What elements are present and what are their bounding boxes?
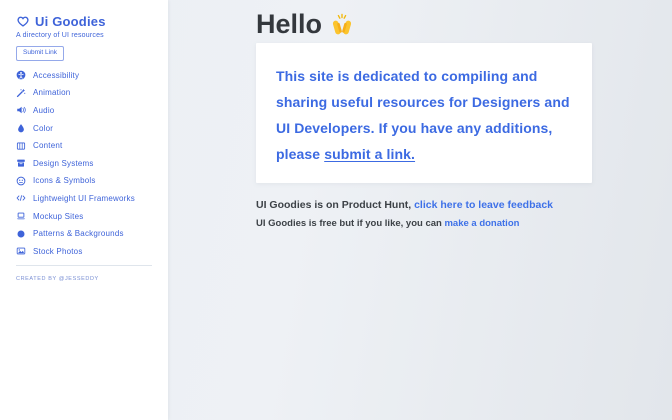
sidebar-menu: [16, 67, 152, 261]
sidebar-item-stock-photos[interactable]: [16, 242, 152, 260]
sidebar-item-label: Audio: [33, 105, 55, 115]
droplet-icon: [16, 123, 26, 133]
sidebar-item-mockup-sites[interactable]: [16, 207, 152, 225]
sidebar-item-patterns-backgrounds[interactable]: [16, 225, 152, 243]
submit-link-button[interactable]: Submit Link: [16, 46, 64, 61]
sidebar-item-lightweight-ui-frameworks[interactable]: [16, 190, 152, 208]
circle-icon: [16, 229, 26, 239]
sidebar-item-label: Animation: [33, 88, 71, 98]
speaker-icon: [16, 105, 26, 115]
sidebar-item-label: Patterns & Backgrounds: [33, 229, 124, 239]
brand-tagline: A directory of UI resources: [16, 32, 104, 39]
sidebar-item-color[interactable]: [16, 119, 152, 137]
hello-text: Hello: [256, 9, 323, 39]
columns-icon: [16, 141, 26, 151]
sidebar-item-accessibility[interactable]: [16, 67, 152, 85]
sidebar-item-label: Color: [33, 123, 54, 133]
accessibility-icon: [16, 70, 26, 80]
brand[interactable]: [16, 13, 152, 29]
laptop-icon: [16, 211, 26, 221]
sidebar-item-content[interactable]: [16, 137, 152, 155]
product-hunt-text: UI Goodies is on Product Hunt,: [256, 199, 415, 211]
sidebar-item-audio[interactable]: [16, 102, 152, 120]
sidebar-footer-credit: CREATED BY @JESSEDDY: [16, 276, 99, 283]
sidebar-item-label: Content: [33, 141, 63, 151]
sidebar-item-icons-symbols[interactable]: [16, 172, 152, 190]
intro-card: [256, 43, 592, 183]
feedback-link[interactable]: click here to leave feedback: [414, 199, 554, 211]
donation-link[interactable]: make a donation: [444, 218, 520, 229]
sidebar-item-label: Accessibility: [33, 70, 80, 80]
sidebar-item-label: Stock Photos: [33, 246, 83, 256]
sidebar-item-label: Lightweight UI Frameworks: [33, 193, 135, 203]
brand-name: Ui Goodies: [35, 13, 106, 29]
product-hunt-line: [256, 199, 672, 211]
heart-logo-icon: [16, 14, 30, 28]
donation-text: UI Goodies is free but if you like, you can: [256, 218, 445, 229]
sidebar-item-label: Icons & Symbols: [33, 176, 96, 186]
submit-a-link-link[interactable]: submit a link.: [324, 146, 416, 162]
sidebar-item-label: Mockup Sites: [33, 211, 84, 221]
photo-icon: [16, 246, 26, 256]
intro-paragraph: [276, 63, 572, 167]
raised-hands-emoji-icon: [329, 13, 355, 38]
sidebar-item-animation[interactable]: [16, 84, 152, 102]
intro-text: This site is dedicated to compiling and sharing useful resources for Designers and UI Developers. If you have any additions, please: [276, 68, 570, 162]
archive-icon: [16, 158, 26, 168]
main-content: [168, 0, 672, 420]
page-title: [256, 9, 672, 39]
sidebar-item-label: Design Systems: [33, 158, 94, 168]
face-icon: [16, 176, 26, 186]
donation-line: [256, 218, 672, 229]
magic-wand-icon: [16, 88, 26, 98]
sidebar-item-design-systems[interactable]: [16, 154, 152, 172]
sidebar: [0, 0, 168, 420]
code-icon: [16, 193, 26, 203]
sidebar-divider: [16, 265, 152, 266]
